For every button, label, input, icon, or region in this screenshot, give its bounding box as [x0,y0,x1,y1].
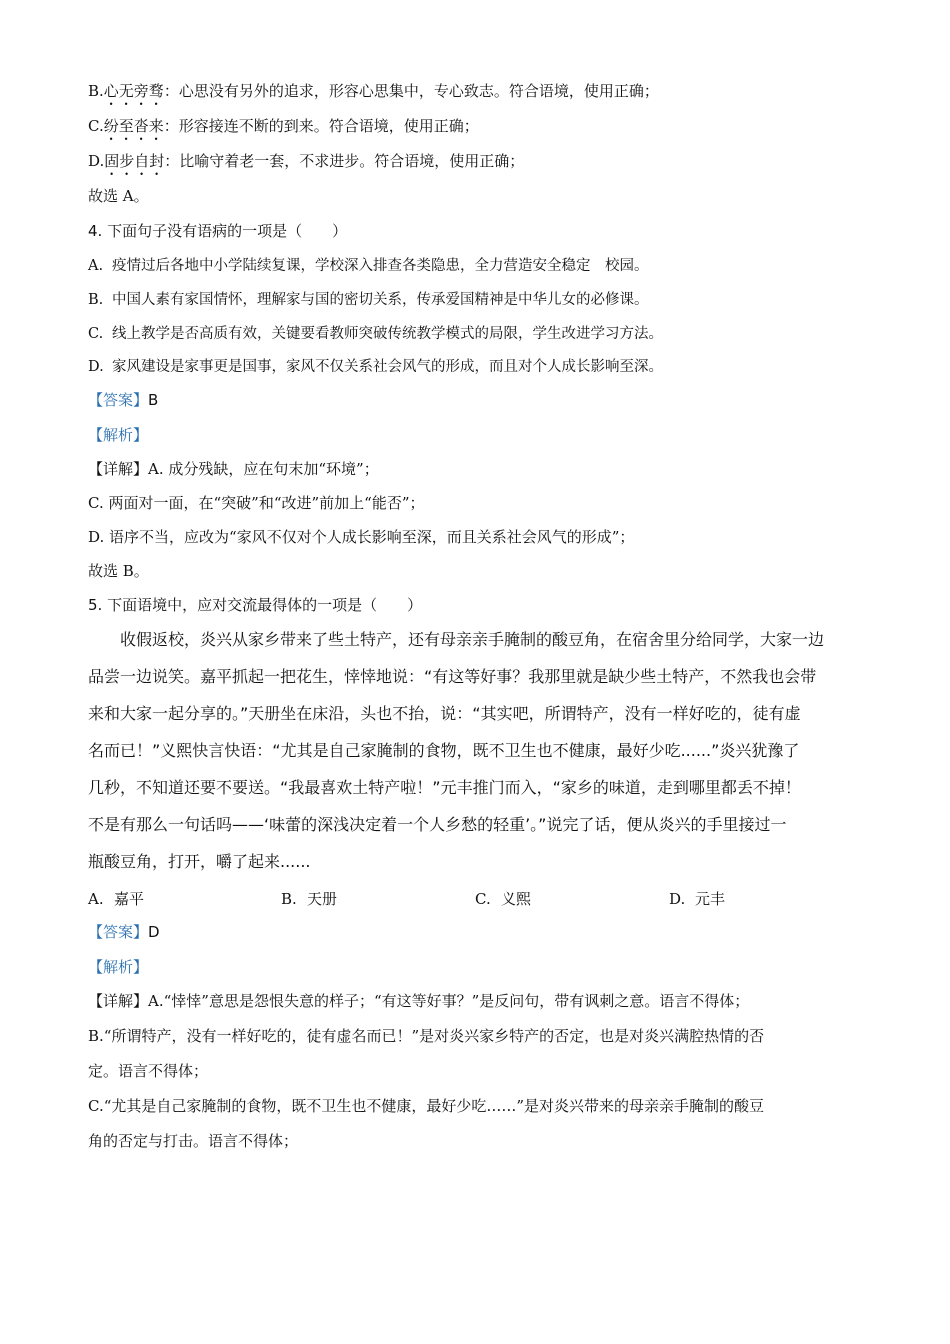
q5-passage-line: 品尝一边说笑。嘉平抓起一把花生，悻悻地说：“有这等好事？我那里就是缺少些土特产，不然我也会带 [88,667,817,686]
q4-analysis-tag: 【解析】 [88,426,149,444]
answer-value: B [148,391,159,409]
option-letter: A. [88,890,104,908]
option-text: 线上教学是否高质有效，关键要看教师突破传统教学模式的局限，学生改进学习方法。 [112,326,663,342]
q4-detail-line: D. 语序不当，应改为“家风不仅对个人成长影响至深，而且关系社会风气的形成”； [88,528,635,546]
explanation-text: ：心思没有另外的追求，形容心思集中，专心致志。符合语境，使用正确； [163,82,659,100]
q4-stem [88,221,347,241]
q4-answer [88,390,158,410]
q4-detail-line [88,459,379,479]
q3-option-b-explanation [88,81,659,109]
option-letter: B. [88,82,104,100]
option-text: 家风建设是家事更是国事，家风不仅关系社会风气的形成，而且对个人成长影响至深。 [112,359,663,375]
detail-tag: 【详解】 [88,460,149,478]
option-text: 天册 [307,890,338,908]
explanation-text: ：形容接连不断的到来。符合语境，使用正确； [163,117,479,135]
q5-passage-line: 来和大家一起分享的。”天册坐在床沿，头也不抬，说：“其实吧，所谓特产，没有一样好吃的，徒有虚 [88,704,801,723]
question-number: 4. [88,222,103,240]
option-letter: C. [475,890,491,908]
q4-option-c [88,324,663,344]
q5-passage-line: 不是有那么一句话吗——‘味蕾的深浅决定着一个人乡愁的轻重’。”说完了话，便从炎兴的手里接过一 [88,815,787,834]
detail-tag: 【详解】 [88,992,149,1010]
q5-passage-line: 瓶酸豆角，打开，嚼了起来...... [88,852,311,871]
q3-option-c-explanation [88,116,479,144]
q4-detail-line: 故选 B。 [88,562,149,580]
option-letter: C. [88,117,104,135]
option-letter: D. [88,152,105,170]
option-text: 义熙 [501,890,532,908]
q4-option-a [88,256,649,276]
question-text: 下面句子没有语病的一项是（ ） [107,222,348,240]
detail-text: A. 成分残缺，应在句末加“环境”； [148,460,379,478]
idiom: 固步自封 [104,152,165,170]
option-text: 中国人素有家国情怀，理解家与国的密切关系，传承爱国精神是中华儿女的必修课。 [112,292,649,308]
option-text: 元丰 [695,890,726,908]
option-letter: B. [281,890,297,908]
q5-option-c [475,889,531,909]
q4-detail-line: C. 两面对一面，在“突破”和“改进”前加上“能否”； [88,494,425,512]
idiom: 心无旁骛 [103,82,164,100]
q5-passage-line: 几秒，不知道还要不要送。“我最喜欢土特产啦！”元丰推门而入，“家乡的味道，走到哪里都丢不掉！ [88,778,801,797]
question-number: 5. [88,596,103,614]
option-letter: C. [88,326,104,342]
q5-analysis-tag: 【解析】 [88,958,149,976]
q5-detail-line: B.“所谓特产，没有一样好吃的，徒有虚名而已！”是对炎兴家乡特产的否定，也是对炎兴满腔热情的否 [88,1027,765,1045]
q4-option-d [88,357,663,377]
option-letter: D. [669,890,686,908]
explanation-text: ：比喻守着老一套，不求进步。符合语境，使用正确； [164,152,525,170]
question-text: 下面语境中，应对交流最得体的一项是（ ） [107,596,423,614]
q5-detail-line: 角的否定与打击。语言不得体； [88,1132,299,1150]
q5-option-d [669,889,725,909]
answer-value: D [148,923,160,941]
q4-option-b [88,290,649,310]
detail-text: A.“悻悻”意思是怨恨失意的样子；“有这等好事？”是反问句，带有讽刺之意。语言不得体； [148,992,750,1010]
option-letter: A. [88,258,104,274]
q5-passage-line: 收假返校，炎兴从家乡带来了些土特产，还有母亲亲手腌制的酸豆角，在宿舍里分给同学，大家一边 [120,630,825,649]
q5-passage-line: 名而已！”义熙快言快语：“尤其是自己家腌制的食物，既不卫生也不健康，最好少吃......”炎兴犹豫了 [88,741,800,760]
answer-tag: 【答案】 [88,391,149,409]
q5-detail-line: 定。语言不得体； [88,1062,209,1080]
q5-detail-line: C.“尤其是自己家腌制的食物，既不卫生也不健康，最好少吃……”是对炎兴带来的母亲亲手腌制的酸豆 [88,1097,765,1115]
q5-stem [88,595,422,615]
option-text: 疫情过后各地中小学陆续复课，学校深入排查各类隐患，全力营造安全稳定 校园。 [112,258,649,274]
option-letter: B. [88,292,104,308]
option-letter: D. [88,359,104,375]
q5-detail-line [88,991,749,1011]
q5-answer [88,922,160,942]
q3-option-d-explanation [88,151,524,179]
q3-conclusion: 故选 A。 [88,187,149,205]
idiom: 纷至沓来 [103,117,164,135]
q5-option-b [281,889,337,909]
option-text: 嘉平 [114,890,145,908]
answer-tag: 【答案】 [88,923,149,941]
q5-option-a [88,889,144,909]
